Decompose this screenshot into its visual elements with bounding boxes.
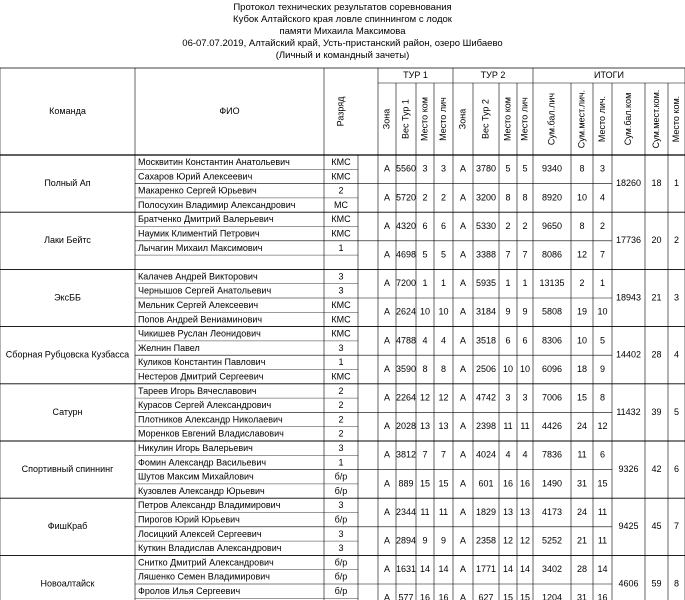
tour2-place-ind: 16: [519, 478, 531, 489]
col-header-place-team1: Место ком: [419, 97, 430, 141]
angler-rank: 2: [338, 385, 344, 396]
tour1-weight: 3812: [395, 449, 417, 460]
tour1-place-ind: 5: [440, 249, 447, 260]
angler-rank: б/р: [334, 485, 348, 496]
tour2-zone: А: [459, 249, 467, 260]
angler-rank: 3: [338, 342, 344, 353]
angler-rank: 2: [338, 400, 344, 411]
tour1-place-team: 4: [422, 335, 428, 346]
tour2-zone: А: [459, 421, 467, 432]
tour1-zone: А: [383, 335, 391, 346]
tour2-zone: А: [459, 506, 467, 517]
angler-name: Плотников Александр Николаевич: [138, 414, 283, 425]
tour1-zone: А: [383, 535, 391, 546]
tour2-zone: А: [459, 363, 467, 374]
tour1-place-team: 15: [419, 478, 431, 489]
col-header-weight1: Вес Тур 1: [400, 99, 411, 139]
angler-rank: б/р: [334, 471, 348, 482]
tour1-weight: 577: [398, 592, 414, 600]
tour1-weight: 1631: [395, 564, 417, 575]
angler-name: Фролов Илья Сергеевич: [138, 586, 241, 597]
tour1-place-team: 6: [422, 220, 428, 231]
tour2-zone: А: [459, 535, 467, 546]
tour2-place-ind: 13: [519, 506, 531, 517]
tour1-place-team: 5: [422, 249, 428, 260]
angler-name: Попов Андрей Вениаминович: [138, 314, 263, 325]
scoring-type: (Личный и командный зачеты): [275, 50, 410, 61]
tour1-zone: А: [383, 421, 391, 432]
angler-name: Никулин Игорь Валерьевич: [138, 443, 253, 454]
angler-name: Куликов Константин Павлович: [138, 357, 266, 368]
tour2-place-ind: 12: [519, 535, 531, 546]
team-sum-points: 18943: [615, 292, 642, 303]
angler-name: Кузовлев Александр Юрьевич: [138, 485, 265, 496]
pair-place: 1: [599, 278, 606, 289]
angler-name: Петров Александр Владимирович: [138, 500, 281, 511]
tour1-weight: 889: [398, 478, 414, 489]
tour2-zone: А: [459, 278, 467, 289]
angler-name: Желнин Павел: [138, 342, 200, 353]
angler-name: Тареев Игорь Вячеславович: [138, 385, 257, 396]
tour2-zone: А: [459, 478, 467, 489]
col-header-place-team: Место ком.: [670, 95, 681, 143]
pair-place: 14: [597, 564, 608, 575]
tour1-place-ind: 13: [438, 421, 449, 432]
tour2-place-ind: 1: [522, 278, 528, 289]
col-header-fio: ФИО: [219, 105, 240, 116]
team-sum-points: 14402: [615, 349, 642, 360]
tour2-place-team: 9: [505, 306, 511, 317]
pair-sum-places: 18: [576, 363, 588, 374]
angler-rank: 2: [338, 414, 344, 425]
angler-name: Мельник Сергей Алексеевич: [138, 300, 259, 311]
angler-name: Чернышов Сергей Анатольевич: [138, 285, 272, 296]
tour2-weight: 1829: [475, 506, 497, 517]
angler-rank: КМС: [331, 157, 351, 168]
tour1-weight: 4698: [395, 249, 417, 260]
angler-rank: б/р: [334, 557, 348, 568]
tour2-place-ind: 14: [519, 564, 531, 575]
team-sum-places: 45: [651, 521, 662, 532]
tour1-place-team: 8: [422, 363, 428, 374]
team-place: 5: [673, 406, 680, 417]
team-sum-points: 9326: [618, 463, 639, 474]
pair-place: 2: [599, 220, 606, 231]
pair-sum-places: 24: [576, 421, 588, 432]
angler-rank: 1: [338, 457, 344, 468]
angler-name: Пирогов Юрий Юрьевич: [138, 514, 240, 525]
team-sum-places: 28: [651, 349, 662, 360]
tour1-place-team: 1: [422, 278, 428, 289]
angler-rank: МС: [334, 199, 348, 210]
tour2-weight: 3388: [475, 249, 497, 260]
team-name: Сатурн: [52, 406, 83, 417]
tour1-place-ind: 3: [440, 163, 447, 174]
col-header-zone2: Зона: [457, 108, 468, 130]
tour1-place-team: 13: [419, 421, 431, 432]
tour1-place-ind: 14: [438, 564, 449, 575]
tour1-weight: 2344: [395, 506, 417, 517]
angler-name: Макаренко Сергей Юрьевич: [138, 185, 257, 196]
tour1-weight: 3590: [395, 363, 417, 374]
tour1-weight: 5720: [395, 192, 417, 203]
col-header-place-ind2: Место лич: [519, 97, 530, 141]
col-header-sum-ind: Сум.бал.лич: [546, 92, 557, 146]
tour1-zone: А: [383, 249, 391, 260]
tour1-place-team: 7: [422, 449, 428, 460]
tour2-place-team: 14: [502, 564, 514, 575]
tour2-place-ind: 8: [522, 192, 528, 203]
tour2-weight: 5330: [475, 220, 497, 231]
angler-rank: 3: [338, 443, 344, 454]
tour1-weight: 2624: [395, 306, 417, 317]
tour2-place-ind: 11: [520, 421, 530, 432]
angler-rank: 1: [338, 357, 344, 368]
team-name: Лаки Бейтс: [44, 235, 91, 246]
angler-rank: 2: [338, 428, 344, 439]
angler-rank: 3: [338, 500, 344, 511]
team-sum-places: 42: [651, 463, 662, 474]
angler-name: Моренков Евгений Владиславович: [138, 428, 284, 439]
pair-sum-points: 8086: [541, 249, 563, 260]
angler-name: Чикишев Руслан Леонидович: [138, 328, 261, 339]
tour2-place-team: 15: [502, 592, 514, 600]
tour2-place-team: 5: [505, 163, 511, 174]
pair-place: 16: [597, 592, 608, 600]
tour1-place-ind: 2: [440, 192, 447, 203]
tour2-place-ind: 9: [522, 306, 528, 317]
tour1-weight: 2894: [395, 535, 417, 546]
team-name: Новоалтайск: [40, 578, 95, 589]
pair-sum-places: 12: [576, 249, 588, 260]
angler-rank: КМС: [331, 171, 351, 182]
pair-sum-points: 4426: [541, 421, 563, 432]
pair-place: 9: [599, 363, 606, 374]
team-sum-points: 9425: [618, 521, 639, 532]
tour2-zone: А: [459, 192, 467, 203]
team-sum-places: 20: [651, 235, 662, 246]
tour1-place-team: 11: [420, 506, 430, 517]
pair-place: 6: [599, 449, 606, 460]
team-name: ФишКраб: [47, 521, 88, 532]
pair-sum-points: 8306: [541, 335, 563, 346]
tour2-place-ind: 2: [522, 220, 528, 231]
angler-rank: 3: [338, 543, 344, 554]
tour2-zone: А: [459, 335, 467, 346]
tour1-zone: А: [383, 506, 391, 517]
tour1-place-ind: 11: [438, 506, 449, 517]
tour2-place-team: 8: [505, 192, 511, 203]
angler-rank: б/р: [334, 586, 348, 597]
tour2-zone: А: [459, 592, 467, 600]
pair-place: 4: [599, 192, 606, 203]
tour1-header: ТУР 1: [403, 69, 428, 80]
tour1-place-team: 14: [419, 564, 431, 575]
angler-name: Фомин Александр Васильевич: [138, 457, 267, 468]
col-header-rank: Разряд: [335, 96, 346, 127]
angler-name: Братченко Дмитрий Валерьевич: [138, 214, 274, 225]
tour1-place-ind: 7: [440, 449, 447, 460]
angler-name: Снитко Дмитрий Александрович: [138, 557, 274, 568]
tour2-place-ind: 15: [519, 592, 531, 600]
angler-name: Лычагин Михаил Максимович: [138, 242, 263, 253]
tour2-weight: 3518: [475, 335, 497, 346]
pair-place: 8: [599, 392, 606, 403]
tour2-weight: 4024: [475, 449, 497, 460]
pair-sum-places: 15: [576, 392, 588, 403]
team-name: Спортивный спиннинг: [21, 463, 114, 474]
angler-rank: 3: [338, 271, 344, 282]
angler-rank: КМС: [331, 314, 351, 325]
pair-sum-points: 8920: [541, 192, 563, 203]
tour2-weight: 3780: [475, 163, 497, 174]
tour1-place-ind: 8: [440, 363, 447, 374]
angler-rank: 3: [338, 528, 344, 539]
tour1-weight: 2028: [395, 421, 417, 432]
team-place: 1: [673, 177, 680, 188]
pair-sum-points: 7006: [541, 392, 563, 403]
tour1-zone: А: [383, 449, 391, 460]
pair-sum-places: 2: [579, 278, 585, 289]
tour1-place-team: 3: [422, 163, 428, 174]
pair-sum-points: 9650: [541, 220, 563, 231]
tour2-place-team: 2: [505, 220, 511, 231]
tour2-weight: 2358: [475, 535, 497, 546]
pair-sum-places: 24: [576, 506, 588, 517]
memorial-title: памяти Михаила Максимова: [279, 26, 406, 37]
tour2-place-team: 1: [505, 278, 511, 289]
pair-sum-places: 11: [577, 449, 587, 460]
angler-name: Москвитин Константин Анатольевич: [138, 157, 290, 168]
pair-place: 15: [597, 478, 608, 489]
angler-name: Калачев Андрей Викторович: [138, 271, 258, 282]
tour1-zone: А: [383, 306, 391, 317]
pair-sum-points: 9340: [541, 163, 563, 174]
tour2-weight: 2398: [475, 421, 497, 432]
tour2-place-ind: 3: [522, 392, 528, 403]
pair-sum-places: 8: [579, 163, 585, 174]
tour1-zone: А: [383, 192, 391, 203]
tour2-place-team: 3: [505, 392, 511, 403]
tour1-zone: А: [383, 564, 391, 575]
tour2-zone: А: [459, 449, 467, 460]
tour2-place-team: 11: [503, 421, 513, 432]
col-header-place-ind: Место лич.: [596, 95, 607, 143]
team-place: 8: [673, 578, 680, 589]
col-header-place-team2: Место ком: [502, 97, 513, 141]
pair-sum-places: 19: [576, 306, 588, 317]
pair-sum-points: 5808: [541, 306, 563, 317]
team-sum-places: 18: [651, 177, 662, 188]
tour2-place-ind: 6: [522, 335, 528, 346]
pair-place: 11: [597, 535, 608, 546]
team-place: 4: [673, 349, 680, 360]
angler-rank: КМС: [331, 214, 351, 225]
tour1-place-ind: 15: [438, 478, 449, 489]
pair-sum-places: 28: [576, 564, 588, 575]
col-header-sum-team: Сум.бал.ком: [622, 92, 633, 146]
pair-sum-points: 4173: [541, 506, 563, 517]
angler-name: Куткин Владислав Александрович: [138, 543, 282, 554]
angler-rank: б/р: [334, 571, 348, 582]
tour2-place-ind: 5: [522, 163, 528, 174]
tour1-place-ind: 4: [440, 335, 447, 346]
angler-name: Шутов Максим Михайлович: [138, 471, 254, 482]
tour1-zone: А: [383, 278, 391, 289]
angler-rank: 1: [338, 242, 344, 253]
team-place: 7: [673, 521, 680, 532]
team-sum-points: 11432: [616, 406, 641, 417]
tour1-zone: А: [383, 392, 391, 403]
team-sum-points: 18260: [615, 177, 642, 188]
angler-rank: 3: [338, 285, 344, 296]
date-location: 06-07.07.2019, Алтайский край, Усть-пристанский район, озеро Шибаево: [182, 38, 503, 49]
team-place: 2: [673, 235, 680, 246]
pair-sum-places: 10: [576, 335, 588, 346]
team-name: Сборная Рубцовска Кузбасса: [5, 349, 130, 360]
angler-name: Нестеров Дмитрий Сергеевич: [138, 371, 264, 382]
team-sum-points: 4606: [618, 578, 639, 589]
pair-sum-points: 3402: [541, 564, 563, 575]
pair-place: 10: [597, 306, 608, 317]
col-header-zone1: Зона: [381, 108, 392, 130]
tour1-zone: А: [383, 163, 391, 174]
tour2-zone: А: [459, 392, 467, 403]
col-header-place-ind1: Место лич: [437, 97, 448, 141]
team-sum-places: 59: [651, 578, 662, 589]
tour2-zone: А: [459, 564, 467, 575]
tour2-place-team: 10: [502, 363, 514, 374]
angler-name: Ляшенко Семен Владимирович: [138, 571, 270, 582]
tour1-zone: А: [383, 592, 391, 600]
tour2-weight: 627: [478, 592, 494, 600]
tour1-place-team: 16: [419, 592, 431, 600]
tour2-header: ТУР 2: [480, 69, 506, 80]
pair-sum-points: 6096: [541, 363, 563, 374]
angler-name: Курасов Сергей Александрович: [138, 400, 272, 411]
team-place: 3: [673, 292, 680, 303]
pair-sum-places: 8: [579, 220, 585, 231]
tour1-weight: 5560: [395, 163, 417, 174]
pair-place: 3: [599, 163, 606, 174]
team-place: 6: [673, 463, 680, 474]
tour2-place-ind: 4: [522, 449, 528, 460]
tour1-weight: 4788: [395, 335, 417, 346]
tour2-place-team: 13: [502, 506, 514, 517]
tour2-zone: А: [459, 306, 467, 317]
pair-place: 5: [599, 335, 606, 346]
pair-sum-places: 31: [576, 478, 588, 489]
tour2-weight: 3200: [475, 192, 497, 203]
tour2-zone: А: [459, 163, 467, 174]
angler-rank: КМС: [331, 328, 351, 339]
tour1-place-ind: 12: [438, 392, 449, 403]
tour1-weight: 4320: [395, 220, 417, 231]
tour2-zone: А: [459, 220, 467, 231]
col-header-sum-place-team: Сум.мест.ком.: [650, 89, 661, 149]
tour1-place-ind: 10: [438, 306, 449, 317]
protocol-title: Протокол технических результатов соревнования: [233, 2, 452, 13]
tour1-zone: А: [383, 363, 391, 374]
tour1-place-ind: 1: [440, 278, 447, 289]
pair-sum-points: 13135: [539, 278, 565, 289]
tour1-place-ind: 6: [440, 220, 447, 231]
tour2-weight: 4742: [475, 392, 497, 403]
angler-name: Полосухин Владимир Александрович: [138, 199, 296, 210]
pair-place: 7: [599, 249, 606, 260]
col-header-sum-place-ind: Сум.мест.лич.: [576, 89, 587, 149]
tour1-weight: 7200: [395, 278, 417, 289]
tour1-place-team: 10: [419, 306, 431, 317]
team-sum-places: 39: [651, 406, 662, 417]
tour1-zone: А: [383, 220, 391, 231]
pair-sum-points: 1490: [541, 478, 563, 489]
angler-rank: КМС: [331, 371, 351, 382]
tour2-place-team: 4: [505, 449, 511, 460]
team-name: ЭксББ: [54, 292, 81, 303]
angler-rank: 2: [338, 185, 344, 196]
team-sum-places: 21: [651, 292, 662, 303]
pair-sum-points: 7836: [541, 449, 563, 460]
angler-rank: КМС: [331, 228, 351, 239]
pair-place: 12: [597, 421, 608, 432]
pair-sum-points: 5252: [541, 535, 563, 546]
pair-sum-places: 21: [576, 535, 588, 546]
angler-name: Сахаров Юрий Алексеевич: [138, 171, 253, 182]
col-header-weight2: Вес Тур 2: [480, 99, 491, 139]
pair-place: 11: [597, 506, 608, 517]
tour2-weight: 1771: [475, 564, 497, 575]
tour1-place-ind: 9: [440, 535, 447, 546]
team-name: Полный Ап: [44, 177, 91, 188]
tour1-place-team: 9: [422, 535, 428, 546]
totals-header: ИТОГИ: [594, 69, 624, 80]
col-header-team: Команда: [49, 105, 86, 116]
tour2-place-team: 12: [502, 535, 514, 546]
tour1-weight: 2264: [395, 392, 417, 403]
tour2-place-ind: 7: [522, 249, 528, 260]
tour1-zone: А: [383, 478, 391, 489]
tour2-weight: 2506: [475, 363, 497, 374]
pair-sum-places: 31: [576, 592, 588, 600]
pair-sum-points: 1204: [541, 592, 563, 600]
angler-rank: КМС: [331, 300, 351, 311]
angler-rank: б/р: [334, 514, 348, 525]
tour2-place-team: 7: [505, 249, 511, 260]
tour1-place-team: 12: [419, 392, 431, 403]
pair-sum-places: 10: [576, 192, 588, 203]
team-sum-points: 17736: [615, 235, 642, 246]
cup-title: Кубок Алтайского края ловле спиннингом с лодок: [233, 14, 452, 25]
tour2-weight: 601: [478, 478, 494, 489]
tour2-place-team: 16: [502, 478, 514, 489]
tour1-place-team: 2: [422, 192, 428, 203]
tour2-place-ind: 10: [519, 363, 531, 374]
angler-name: Лосицкий Алексей Сергеевич: [138, 528, 262, 539]
tour2-weight: 3184: [475, 306, 497, 317]
tour2-weight: 5935: [475, 278, 497, 289]
tour1-place-ind: 16: [438, 592, 449, 600]
tour2-place-team: 6: [505, 335, 511, 346]
angler-name: Наумик Климентий Петрович: [138, 228, 260, 239]
